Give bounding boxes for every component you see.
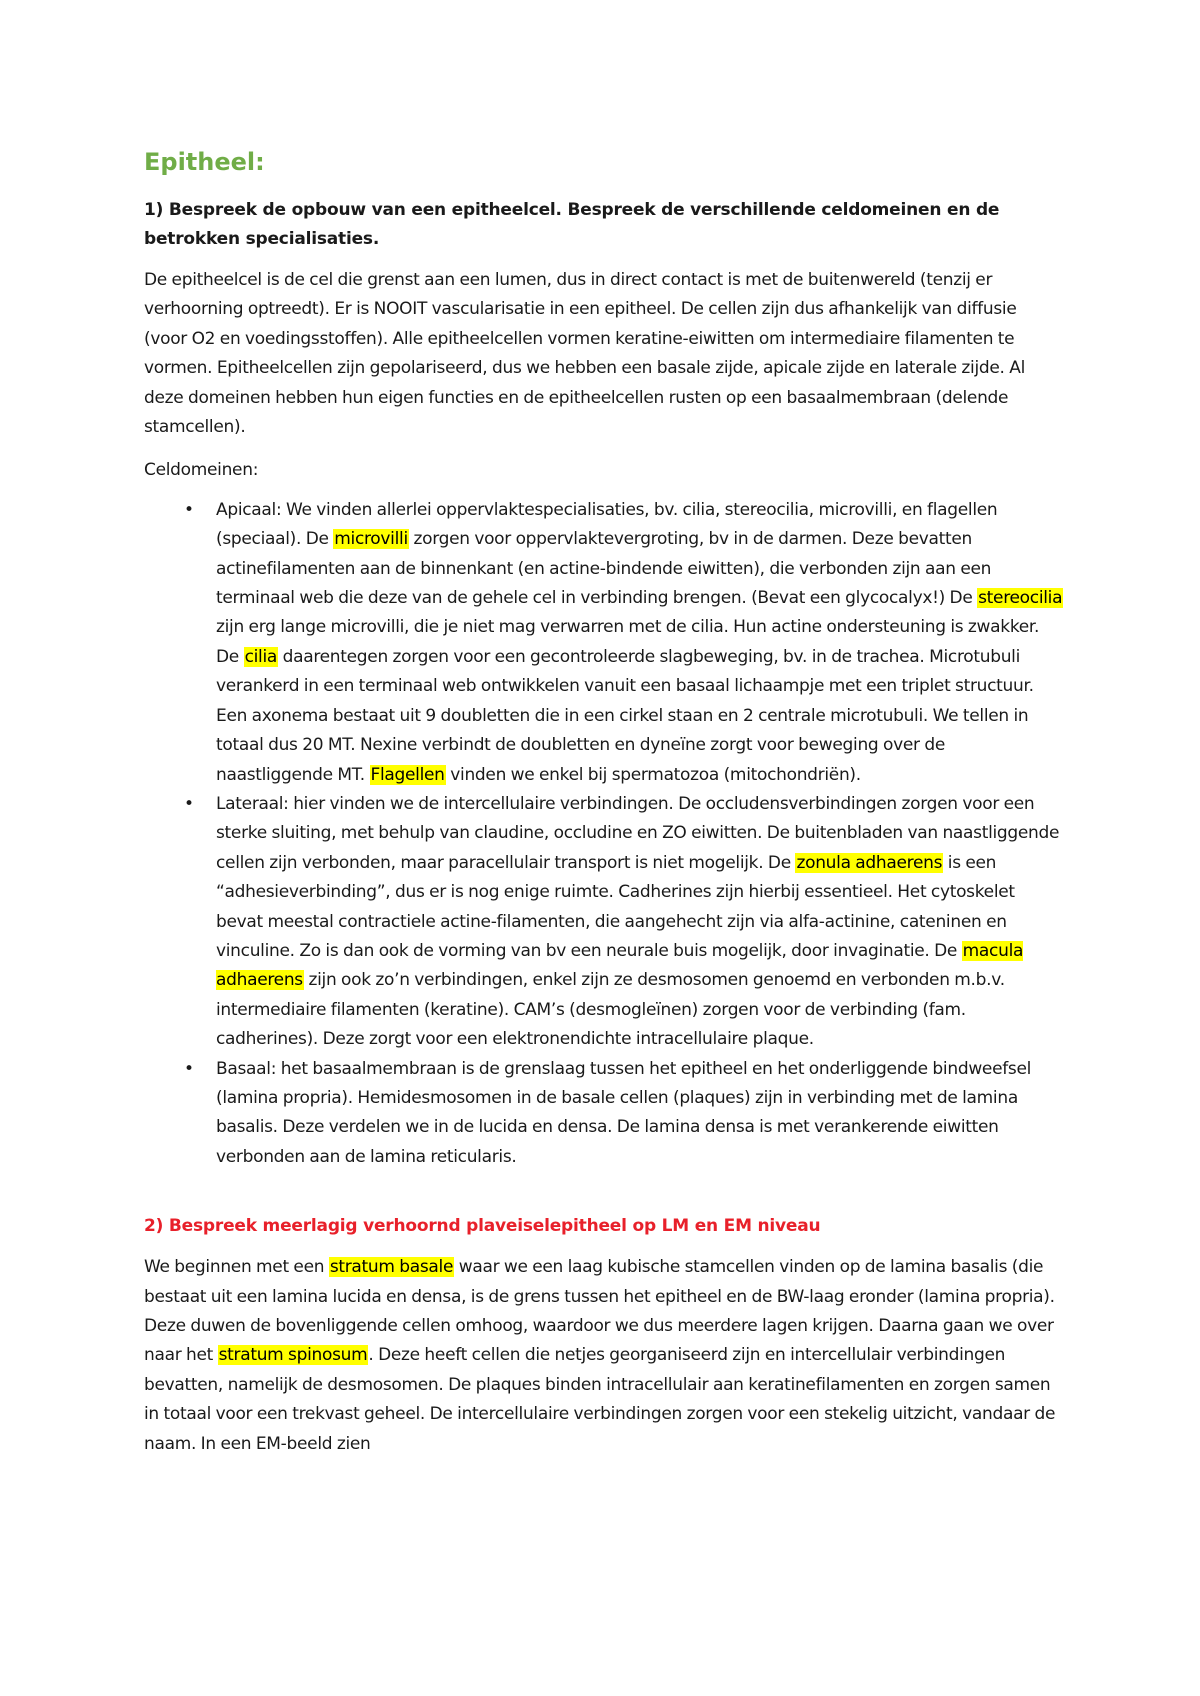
highlight-zonula-adhaerens: zonula adhaerens [796, 852, 943, 873]
lateraal-text-1: Lateraal: hier vinden we de intercellulaire verbindingen. De occludensverbindingen zorgen voor een sterke sluiting, met behulp van claudine, occludine en ZO eiwitten. De buitenbladen van naastliggende cellen zijn verbonden, maar paracellulair transport is niet mogelijk. De [216, 793, 1060, 873]
list-item-basaal [144, 1055, 1064, 1173]
q2-text-1: We beginnen met een [144, 1257, 329, 1278]
celdomeinen-label: Celdomeinen: [144, 460, 259, 481]
bullet-icon: • [184, 793, 194, 814]
document-page [144, 140, 1064, 1469]
intro-paragraph: De epitheelcel is de cel die grenst aan een lumen, dus in direct contact is met de buitenwereld (tenzij er verhoorning optreedt). Er is NOOIT vascularisatie in een epitheel. De cellen zijn dus afhankelijk van diffusie (voor O2 en voedingsstoffen). Alle epitheelcellen vormen keratine-eiwitten om intermediaire filamenten te vormen. Epitheelcellen zijn gepolariseerd, dus we hebben een basale zijde, apicale zijde en laterale zijde. Al deze domeinen hebben hun eigen functies en de epitheelcellen rusten op een basaalmembraan (delende stamcellen). [144, 270, 1026, 438]
question-1: 1) Bespreek de opbouw van een epitheelcel. Bespreek de verschillende celdomeinen en de betrokken specialisaties. [144, 200, 1000, 249]
highlight-cilia: cilia [244, 646, 277, 667]
highlight-stereocilia: stereocilia [978, 588, 1063, 609]
bullet-icon: • [184, 1058, 194, 1079]
bullet-icon: • [184, 499, 194, 520]
highlight-stratum-spinosum: stratum spinosum [218, 1345, 368, 1366]
section-heading: Epitheel: [144, 148, 265, 176]
apicaal-text-5: vinden we enkel bij spermatozoa (mitochondriën). [445, 764, 861, 785]
apicaal-text-2: zorgen voor oppervlaktevergroting, bv in de darmen. Deze bevatten actinefilamenten aan de binnenkant (en actine-bindende eiwitten), die verbonden zijn aan een terminaal web die deze van de gehele cel in verbinding brengen. (Bevat een glycocalyx!) De [216, 529, 992, 609]
question-2: 2) Bespreek meerlagig verhoornd plaveiselepitheel op LM en EM niveau [144, 1216, 821, 1237]
apicaal-text-1: Apicaal: We vinden allerlei oppervlaktespecialisaties, bv. cilia, stereocilia, microvilli, en flagellen (speciaal). De [216, 499, 998, 550]
lateraal-text-3: zijn ook zo’n verbindingen, enkel zijn ze desmosomen genoemd en verbonden m.b.v. intermediaire filamenten (keratine). CAM’s (desmogleïnen) zorgen voor de verbinding (fam. cadherines). Deze zorgt voor een elektronendichte intracellulaire plaque. [216, 970, 1005, 1050]
highlight-stratum-basale: stratum basale [329, 1257, 454, 1278]
highlight-macula-adhaerens: macula adhaerens [216, 940, 1024, 991]
celdomeinen-list [144, 496, 1064, 1172]
highlight-microvilli: microvilli [334, 529, 408, 550]
list-item-lateraal [144, 790, 1064, 1055]
lateraal-text-2: is een “adhesieverbinding”, dus er is nog enige ruimte. Cadherines zijn hierbij essentieel. Het cytoskelet bevat meestal contractiele actine-filamenten, die aangehecht zijn via alfa-actinine, cateninen en vinculine. Zo is dan ook de vorming van bv een neurale buis mogelijk, door invaginatie. De [216, 852, 1015, 961]
apicaal-text-3: zijn erg lange microvilli, die je niet mag verwarren met de cilia. Hun actine ondersteuning is zwakker. De [216, 617, 1040, 667]
highlight-flagellen: Flagellen [370, 764, 445, 785]
q2-text-2: waar we een laag kubische stamcellen vinden op de lamina basalis (die bestaat uit een lamina lucida en densa, is de grens tussen het epitheel en de BW-laag eronder (lamina propria). Deze duwen de bovenliggende cellen omhoog, waardoor we dus meerdere lagen krijgen. Daarna gaan we over naar het [144, 1257, 1055, 1366]
list-item-apicaal [144, 496, 1064, 790]
q2-text-3: . Deze heeft cellen die netjes georganiseerd zijn en intercellulair verbindingen bevatten, namelijk de desmosomen. De plaques binden intracellulair aan keratinefilamenten en zorgen samen in totaal voor een trekvast geheel. De intercellulaire verbindingen zorgen voor een stekelig uitzicht, vandaar de naam. In een EM-beeld zien [144, 1345, 1056, 1454]
q2-paragraph [144, 1253, 1064, 1459]
basaal-text-1: Basaal: het basaalmembraan is de grenslaag tussen het epitheel en het onderliggende bindweefsel (lamina propria). Hemidesmosomen in de basale cellen (plaques) zijn in verbinding met de lamina basalis. Deze verdelen we in de lucida en densa. De lamina densa is met verankerende eiwitten verbonden aan de lamina reticularis. [216, 1058, 1032, 1167]
apicaal-text-4: daarentegen zorgen voor een gecontroleerde slagbeweging, bv. in de trachea. Microtubuli verankerd in een terminaal web ontwikkelen vanuit een basaal lichaampje met een triplet structuur. Een axonema bestaat uit 9 doubletten die in een cirkel staan en 2 centrale microtubuli. We tellen in totaal dus 20 MT. Nexine verbindt de doubletten en dyneïne zorgt voor beweging over de naastliggende MT. [216, 646, 1034, 785]
